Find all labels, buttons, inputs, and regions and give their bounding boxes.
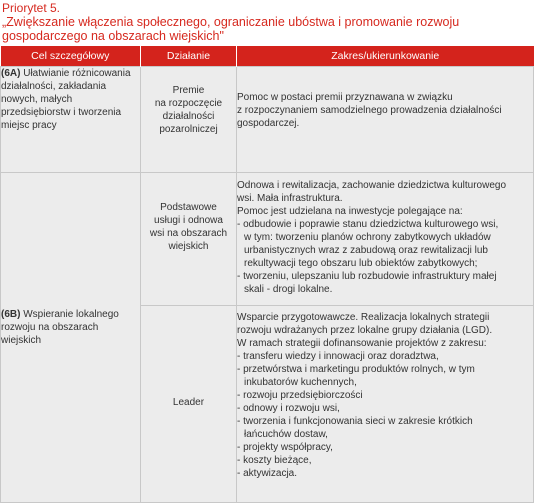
action-line: wiejskich — [168, 241, 209, 252]
title-line-2: gospodarczego na obszarach wiejskich" — [2, 29, 224, 43]
scope-line: z rozpoczynaniem samodzielnego prowadzenia działalności — [237, 105, 502, 116]
title-line-1: „Zwiększanie włączenia społecznego, ograniczanie ubóstwa i promowanie rozwoju — [2, 15, 460, 29]
action-line: Leader — [172, 397, 205, 408]
scope-line: w tym: tworzeniu planów ochrony zabytkowych układów — [244, 232, 491, 243]
goal-line: przedsiębiorstw i tworzenia — [1, 107, 122, 118]
action-line: wsi na obszarach — [149, 228, 228, 239]
scope-line: łańcuchów dostaw, — [244, 429, 328, 440]
action-cell-leader — [141, 306, 237, 503]
scope-cell-leader — [237, 306, 534, 503]
scope-line: Pomoc jest udzielana na inwestycje polegające na: — [237, 206, 463, 217]
action-line: usługi i odnowa — [154, 215, 223, 226]
scope-line: - tworzenia i funkcjonowania sieci w zakresie krótkich — [237, 416, 473, 427]
title-block — [2, 1, 537, 43]
priority-table — [0, 46, 534, 503]
scope-line: - aktywizacja. — [237, 468, 298, 479]
scope-line: Pomoc w postaci premii przyznawana w związku — [237, 92, 453, 103]
scope-line: - rozwoju przedsiębiorczości — [237, 390, 363, 401]
goal-cell-6a — [1, 67, 141, 173]
scope-line: rekultywacji tego obszaru lub obiektów zabytkowych; — [244, 258, 478, 269]
action-line: Podstawowe — [160, 202, 217, 213]
header-goal: Cel szczegółowy — [1, 46, 141, 67]
scope-line: - projekty współpracy, — [237, 442, 333, 453]
action-line: na rozpoczęcie — [154, 98, 223, 109]
goal-line: wiejskich — [1, 335, 42, 346]
action-cell-basic-services — [141, 173, 237, 306]
action-line: pozarolniczej — [159, 124, 218, 135]
scope-cell-basic-services — [237, 173, 534, 306]
action-cell-6a — [141, 67, 237, 173]
scope-line: skali - drogi lokalne. — [244, 284, 333, 295]
header-action: Działanie — [141, 46, 237, 67]
goal-text: Wspieranie lokalnego — [23, 309, 119, 320]
scope-line: inkubatorów kuchennych, — [244, 377, 357, 388]
scope-line: Wsparcie przygotowawcze. Realizacja lokalnych strategii — [237, 312, 490, 323]
scope-line: - tworzeniu, ulepszaniu lub rozbudowie infrastruktury małej — [237, 271, 497, 282]
goal-line — [1, 308, 140, 321]
page-title — [2, 15, 537, 43]
goal-line: rozwoju na obszarach — [1, 322, 99, 333]
action-line: działalności — [162, 111, 215, 122]
goal-line: nowych, małych — [1, 94, 73, 105]
scope-line: urbanistycznych wraz z zabudową oraz rewitalizacji lub — [244, 245, 488, 256]
goal-line: działalności, zakładania — [1, 81, 107, 92]
scope-line: W ramach strategii dofinansowanie projektów z zakresu: — [237, 338, 487, 349]
scope-line: gospodarczej. — [237, 118, 300, 129]
action-line: Premie — [172, 85, 205, 96]
scope-line: rozwoju wdrażanych przez lokalne grupy działania (LGD). — [237, 325, 493, 336]
priority-label: Priorytet 5. — [2, 1, 61, 15]
scope-cell-6a — [237, 67, 534, 173]
table-row-6b-basic — [1, 173, 534, 306]
goal-text: Ułatwianie różnicowania — [23, 68, 131, 79]
scope-line: Odnowa i rewitalizacja, zachowanie dziedzictwa kulturowego — [237, 180, 507, 191]
goal-line — [1, 67, 140, 80]
scope-line: - odbudowie i poprawie stanu dziedzictwa kulturowego wsi, — [237, 219, 499, 230]
goal-line: miejsc pracy — [1, 120, 57, 131]
scope-line: - koszty bieżące, — [237, 455, 312, 466]
goal-code: (6A) — [1, 68, 21, 79]
scope-line: wsi. Mała infrastruktura. — [237, 193, 343, 204]
scope-line: - przetwórstwa i marketingu produktów rolnych, w tym — [237, 364, 475, 375]
goal-code: (6B) — [1, 309, 21, 320]
header-scope: Zakres/ukierunkowanie — [237, 46, 534, 67]
scope-line: - transferu wiedzy i innowacji oraz doradztwa, — [237, 351, 439, 362]
header-row — [1, 46, 534, 67]
goal-cell-6b — [1, 173, 141, 503]
table-row-6a — [1, 67, 534, 173]
scope-line: - odnowy i rozwoju wsi, — [237, 403, 340, 414]
